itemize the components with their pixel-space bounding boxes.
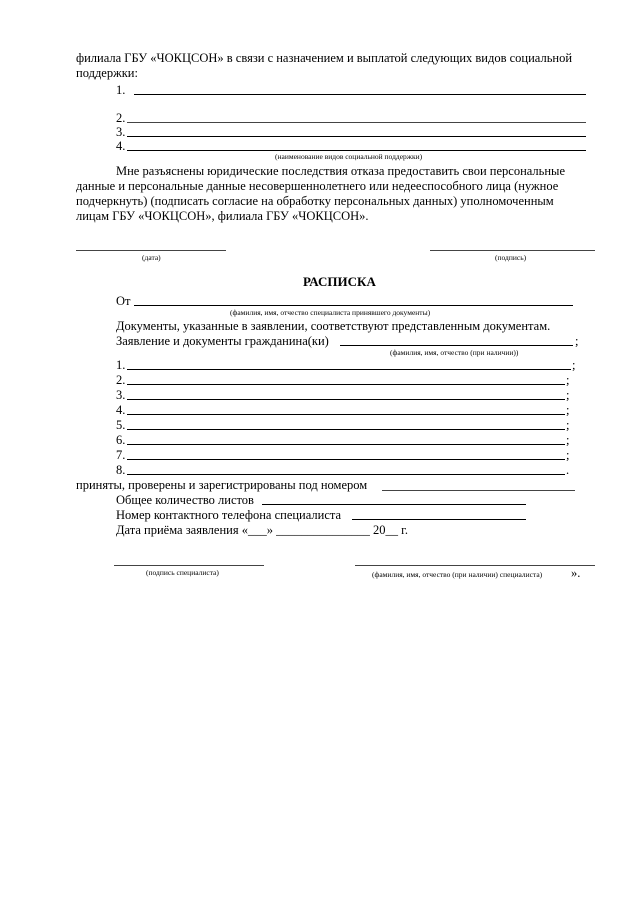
date-caption: (дата) [142,253,161,262]
consent-line-4: лицам ГБУ «ЧОКЦСОН», филиала ГБУ «ЧОКЦСОН». [76,209,369,223]
from-line [134,305,573,306]
support-item-1-number: 1. [116,83,126,97]
signature-caption: (подпись) [495,253,527,262]
specialist-name-line [355,565,595,566]
receipt-item-4-number: 4. [116,403,126,417]
date-line [76,250,226,251]
specialist-signature-caption: (подпись специалиста) [146,568,219,577]
sheets-line [262,504,526,505]
receipt-item-3-number: 3. [116,388,126,402]
receipt-item-8-number: 8. [116,463,126,477]
receipt-item-5-end: ; [566,418,570,432]
application-end: ; [575,334,579,348]
receipt-item-5-number: 5. [116,418,126,432]
support-item-3-line [127,136,586,137]
receipt-item-1-number: 1. [116,358,126,372]
consent-line-2: данные и персональные данные несовершеннолетнего или недееспособного лица (нужное [76,179,559,193]
consent-line-1: Мне разъяснены юридические последствия отказа предоставить свои персональные [116,164,565,178]
documents-statement: Документы, указанные в заявлении, соответствуют представленным документам. [116,319,551,333]
support-caption: (наименование видов социальной поддержки) [275,152,423,161]
receipt-item-4-line [127,414,565,415]
receipt-item-1-end: ; [572,358,576,372]
receipt-item-7-end: ; [566,448,570,462]
receipt-item-4-end: ; [566,403,570,417]
signature-line [430,250,595,251]
from-label: От [116,294,131,308]
consent-line-3: подчеркнуть) (подписать согласие на обработку персональных данных) уполномоченным [76,194,554,208]
from-caption: (фамилия, имя, отчество специалиста принявшего документы) [230,308,431,317]
support-item-2-line [127,122,586,123]
sheets-label: Общее количество листов [116,493,254,507]
receipt-item-5-line [127,429,565,430]
receipt-item-2-end: ; [566,373,570,387]
receipt-item-7-number: 7. [116,448,126,462]
support-item-3-number: 3. [116,125,126,139]
specialist-name-caption: (фамилия, имя, отчество (при наличии) специалиста) [372,570,543,579]
support-item-1-line [134,94,586,95]
receipt-title: РАСПИСКА [303,274,376,289]
top-paragraph-line-2: поддержки: [76,66,138,80]
receipt-item-7-line [127,459,565,460]
receipt-item-6-line [127,444,565,445]
support-item-4-number: 4. [116,139,126,153]
specialist-name-end: ». [571,566,581,580]
receipt-item-1-line [127,369,571,370]
support-item-4-line [127,150,586,151]
receipt-item-8-end: . [566,463,570,477]
registered-label: приняты, проверены и зарегистрированы под номером [76,478,368,492]
receipt-item-6-number: 6. [116,433,126,447]
specialist-signature-line [114,565,264,566]
top-paragraph-line-1: филиала ГБУ «ЧОКЦСОН» в связи с назначением и выплатой следующих видов социальной [76,51,573,65]
citizen-caption: (фамилия, имя, отчество (при наличии)) [390,348,519,357]
receipt-item-8-line [127,474,565,475]
receipt-item-2-line [127,384,565,385]
support-item-2-number: 2. [116,111,126,125]
receipt-item-3-end: ; [566,388,570,402]
phone-label: Номер контактного телефона специалиста [116,508,342,522]
acceptance-date: Дата приёма заявления «___» _______________ 20__ г. [116,523,408,537]
receipt-item-2-number: 2. [116,373,126,387]
application-label: Заявление и документы гражданина(ки) [116,334,329,348]
registered-number-line [382,490,575,491]
receipt-item-3-line [127,399,565,400]
receipt-item-6-end: ; [566,433,570,447]
application-line [340,345,573,346]
phone-line [352,519,526,520]
